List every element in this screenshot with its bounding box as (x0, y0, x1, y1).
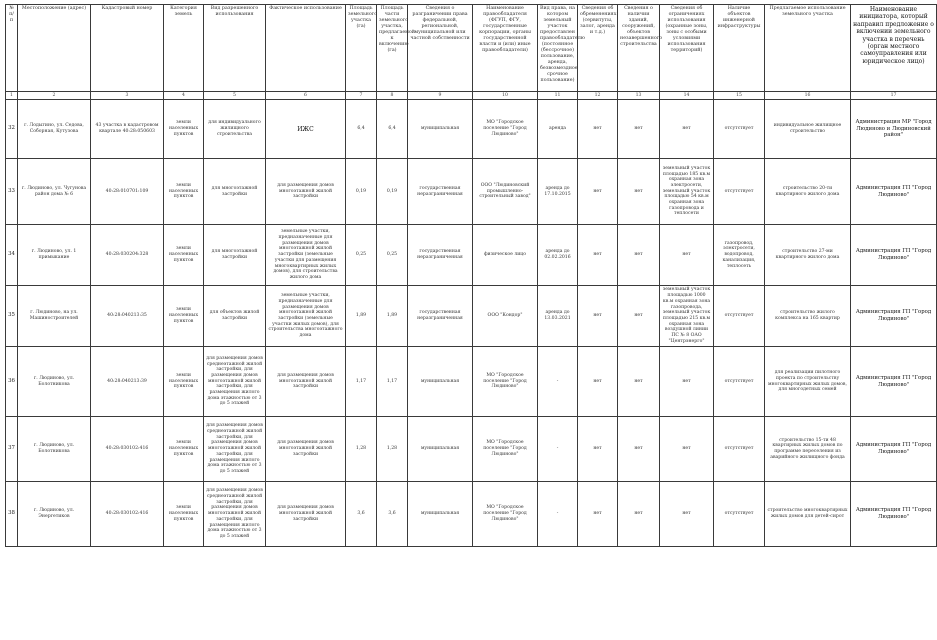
row-proposed-use: индивидуальное жилищное строительство (765, 100, 851, 159)
row-ownership: муниципальная (408, 482, 473, 547)
col-header-infrastructure: Наличие объектов инженерной инфраструктуры (714, 5, 765, 92)
row-right: аренда до 02.02.2016 (538, 225, 578, 286)
row-restrictions: нет (660, 417, 714, 482)
col-number: 2 (18, 92, 91, 100)
row-category: земли населенных пунктов (164, 347, 204, 417)
row-actual-use: земельные участки, предназначенные для размещения домов многоэтажной жилой застройки (земельные участки жилых домов), для строительства многоэтажного дома (266, 286, 346, 347)
row-encumbrance: нет (578, 225, 618, 286)
row-holder: ООО "Кондор" (473, 286, 538, 347)
row-ownership: государственная неразграниченная (408, 159, 473, 225)
row-right: аренда (538, 100, 578, 159)
row-area: 1,17 (346, 347, 377, 417)
row-number: 36 (6, 347, 18, 417)
col-number: 3 (91, 92, 164, 100)
row-ownership: государственная неразграниченная (408, 225, 473, 286)
row-infrastructure: отсутствует (714, 347, 765, 417)
row-part-area: 1,89 (377, 286, 408, 347)
col-header-address: Местоположение (адрес) (18, 5, 91, 92)
table-row (6, 159, 937, 225)
table-header (6, 5, 937, 100)
row-number: 32 (6, 100, 18, 159)
row-number: 33 (6, 159, 18, 225)
row-encumbrance: нет (578, 286, 618, 347)
land-plots-register-page (5, 4, 934, 600)
row-encumbrance: нет (578, 482, 618, 547)
row-area: 3,6 (346, 482, 377, 547)
row-ownership: муниципальная (408, 100, 473, 159)
col-header-ownership: Сведения о разграничении права федеральной, региональной, муниципальной или частной собственности (408, 5, 473, 92)
row-initiator: Администрация ГП "Город Людиново" (851, 417, 937, 482)
col-number: 14 (660, 92, 714, 100)
row-address: г. Людиново, ул. 1 примыкание (18, 225, 91, 286)
row-area: 1,28 (346, 417, 377, 482)
row-category: земли населенных пунктов (164, 417, 204, 482)
row-right: - (538, 417, 578, 482)
row-address: г. Людиново, на ул. Машиностроителей (18, 286, 91, 347)
col-header-area: Площадь земельного участка (га) (346, 5, 377, 92)
row-restrictions: земельный участок площадью 1000 кв.м охранная зона газопровода, земельный участок площадью 215 кв.м охранная зона воздушной линии ПС № 8 ОАО "Центрэнерго" (660, 286, 714, 347)
row-encumbrance: нет (578, 159, 618, 225)
row-actual-use: для размещения домов многоэтажной жилой застройки (266, 347, 346, 417)
row-right: аренда до 13.03.2021 (538, 286, 578, 347)
row-category: земли населенных пунктов (164, 225, 204, 286)
row-encumbrance: нет (578, 347, 618, 417)
row-actual-use: для размещения домов многоэтажной жилой застройки (266, 417, 346, 482)
col-number: 17 (851, 92, 937, 100)
col-header-category: Категория земель (164, 5, 204, 92)
col-header-holder: Наименование правообладателя (ФГУП, ФГУ, государственные корпорации, органы государственной власти и (или) иные правообладатели) (473, 5, 538, 92)
col-number: 16 (765, 92, 851, 100)
row-buildings: нет (618, 347, 660, 417)
row-area: 1,89 (346, 286, 377, 347)
col-number: 11 (538, 92, 578, 100)
row-actual-use: ИЖС (266, 100, 346, 159)
row-area: 0,25 (346, 225, 377, 286)
col-header-encumbrance: Сведения об обременениях (сервитуты, залог, аренда и т.д.) (578, 5, 618, 92)
col-header-proposed-use: Предлагаемое использование земельного участка (765, 5, 851, 92)
row-holder: МО "Городское поселение "Город Людиново" (473, 100, 538, 159)
table-row (6, 347, 937, 417)
row-restrictions: нет (660, 100, 714, 159)
row-infrastructure: отсутствует (714, 100, 765, 159)
row-permitted-use: для индивидуального жилищного строительства (204, 100, 266, 159)
col-header-cadastral: Кадастровый номер (91, 5, 164, 92)
row-cadastral: 40:28:030102:416 (91, 482, 164, 547)
row-buildings: нет (618, 225, 660, 286)
row-ownership: муниципальная (408, 417, 473, 482)
row-permitted-use: для многоэтажной застройки (204, 225, 266, 286)
row-restrictions: земельный участок площадью 185 кв.м охранная зона электросети, земельный участок площадью 54 кв.м охранная зона газопровода и теплосети (660, 159, 714, 225)
table-body (6, 100, 937, 547)
col-number: 5 (204, 92, 266, 100)
row-buildings: нет (618, 100, 660, 159)
row-ownership: муниципальная (408, 347, 473, 417)
col-header-actual-use: Фактическое использование (266, 5, 346, 92)
row-infrastructure: отсутствует (714, 417, 765, 482)
row-permitted-use: для размещения домов среднеэтажной жилой застройки, для размещения домов многоэтажной жилой застройки, для размещения жилого дома этажностью от 3 до 5 этажей (204, 482, 266, 547)
row-address: г. Людиново, ул. Энергетиков (18, 482, 91, 547)
row-area: 6,4 (346, 100, 377, 159)
row-cadastral: 40:28:030102:416 (91, 417, 164, 482)
row-cadastral: 40:28:030204:328 (91, 225, 164, 286)
row-buildings: нет (618, 159, 660, 225)
row-right: - (538, 347, 578, 417)
row-part-area: 0,19 (377, 159, 408, 225)
row-holder: МО "Городское поселение "Город Людиново" (473, 417, 538, 482)
row-buildings: нет (618, 482, 660, 547)
row-part-area: 1,28 (377, 417, 408, 482)
row-cadastral: 40:28:040213:35 (91, 286, 164, 347)
row-address: г. Людиново, ул. Чугунова район дома № 6 (18, 159, 91, 225)
row-address: г. Людиново, ул. Болотникова (18, 417, 91, 482)
row-restrictions: нет (660, 347, 714, 417)
row-permitted-use: для объектов жилой застройки (204, 286, 266, 347)
row-part-area: 1,17 (377, 347, 408, 417)
row-encumbrance: нет (578, 417, 618, 482)
table-row (6, 482, 937, 547)
col-header-part-area: Площадь части земельного участка, предлагаемой к включению (га) (377, 5, 408, 92)
row-restrictions: нет (660, 225, 714, 286)
row-proposed-use: строительство 20-ти квартирного жилого дома (765, 159, 851, 225)
row-buildings: нет (618, 417, 660, 482)
row-restrictions: нет (660, 482, 714, 547)
row-permitted-use: для размещения домов среднеэтажной жилой застройки, для размещения домов многоэтажной жилой застройки, для размещения жилого дома этажностью от 3 до 5 этажей (204, 347, 266, 417)
table-row (6, 100, 937, 159)
row-actual-use: земельные участки, предназначенные для размещения домов многоэтажной жилой застройки (земельные участки для размещения многоквартирных жилых домов), для строительства жилого дома (266, 225, 346, 286)
row-holder: МО "Городское поселение "Город Людиново" (473, 347, 538, 417)
row-category: земли населенных пунктов (164, 286, 204, 347)
row-proposed-use: строительство многоквартирных жилых домов для детей-сирот (765, 482, 851, 547)
row-proposed-use: строительство жилого комплекса на 165 квартир (765, 286, 851, 347)
col-number: 12 (578, 92, 618, 100)
row-initiator: Администрация ГП "Город Людиново" (851, 225, 937, 286)
row-infrastructure: отсутствует (714, 482, 765, 547)
col-header-number: № п/п (6, 5, 18, 92)
row-category: земли населенных пунктов (164, 159, 204, 225)
row-number: 38 (6, 482, 18, 547)
row-address: г. Людиново, ул. Болотникова (18, 347, 91, 417)
row-initiator: Администрация ГП "Город Людиново" (851, 482, 937, 547)
col-number: 7 (346, 92, 377, 100)
row-number: 37 (6, 417, 18, 482)
row-encumbrance: нет (578, 100, 618, 159)
row-initiator: Администрация ГП "Город Людиново" (851, 159, 937, 225)
row-right: аренда до 17.10.2015 (538, 159, 578, 225)
row-permitted-use: для многоэтажной застройки (204, 159, 266, 225)
row-proposed-use: строительство 27-ми квартирного жилого дома (765, 225, 851, 286)
land-plots-table (5, 4, 937, 547)
row-category: земли населенных пунктов (164, 482, 204, 547)
col-number: 4 (164, 92, 204, 100)
row-permitted-use: для размещения домов среднеэтажной жилой застройки, для размещения домов многоэтажной жилой застройки, для размещения жилого дома этажностью от 3 до 5 этажей (204, 417, 266, 482)
col-header-restrictions: Сведения об ограничениях использования (охранные зоны, зоны с особыми условиями использования территорий) (660, 5, 714, 92)
row-part-area: 6,4 (377, 100, 408, 159)
col-header-initiator: Наименование инициатора, который направил предложение о включении земельного участка в перечень (орган местного самоуправления или юридическое лицо) (851, 5, 937, 92)
row-cadastral: 43 участка в кадастровом квартале 40:28:050603 (91, 100, 164, 159)
row-infrastructure: отсутствует (714, 286, 765, 347)
row-cadastral: 40:28:010701:109 (91, 159, 164, 225)
col-header-right: Вид права, на котором земельный участок предоставлен правообладателю (постоянное (бессрочное) пользование, аренда, безвозмездное срочное пользование) (538, 5, 578, 92)
row-number: 35 (6, 286, 18, 347)
row-initiator: Администрация ГП "Город Людиново" (851, 347, 937, 417)
row-proposed-use: строительство 15-ти 48 квартирных жилых домов по программе переселения из аварийного жилищного фонда (765, 417, 851, 482)
row-infrastructure: газопровод, электросети, водопровод, канализация, теплосеть (714, 225, 765, 286)
row-holder: МО "Городское поселение "Город Людиново" (473, 482, 538, 547)
col-number: 10 (473, 92, 538, 100)
col-number: 1 (6, 92, 18, 100)
row-number: 34 (6, 225, 18, 286)
table-row (6, 286, 937, 347)
row-part-area: 0,25 (377, 225, 408, 286)
table-row (6, 417, 937, 482)
row-category: земли населенных пунктов (164, 100, 204, 159)
header-numbers-row (6, 92, 937, 100)
col-header-buildings: Сведения о наличии зданий, сооружений, объектов незавершенного строительства (618, 5, 660, 92)
row-initiator: Администрация ГП "Город Людиново" (851, 286, 937, 347)
row-address: г. Лодыгино, ул. Седова, Соборная, Кутузова (18, 100, 91, 159)
row-part-area: 3,6 (377, 482, 408, 547)
col-number: 8 (377, 92, 408, 100)
row-buildings: нет (618, 286, 660, 347)
row-cadastral: 40:28:040213:39 (91, 347, 164, 417)
row-area: 0,19 (346, 159, 377, 225)
table-row (6, 225, 937, 286)
row-holder: физическое лицо (473, 225, 538, 286)
row-holder: ООО "Людиновский промышленно-строительный завод" (473, 159, 538, 225)
row-actual-use: для размещения домов многоэтажной жилой застройки (266, 159, 346, 225)
header-titles-row (6, 5, 937, 92)
row-initiator: Администрация МР "Город Людиново и Людиновский район" (851, 100, 937, 159)
row-ownership: государственная неразграниченная (408, 286, 473, 347)
row-right: - (538, 482, 578, 547)
col-number: 6 (266, 92, 346, 100)
row-proposed-use: для реализации пилотного проекта по строительству многоквартирных жилых домов, для многодетных семей (765, 347, 851, 417)
col-number: 13 (618, 92, 660, 100)
col-header-permitted-use: Вид разрешенного использования (204, 5, 266, 92)
col-number: 9 (408, 92, 473, 100)
row-infrastructure: отсутствует (714, 159, 765, 225)
col-number: 15 (714, 92, 765, 100)
row-actual-use: для размещения домов многоэтажной жилой застройки (266, 482, 346, 547)
